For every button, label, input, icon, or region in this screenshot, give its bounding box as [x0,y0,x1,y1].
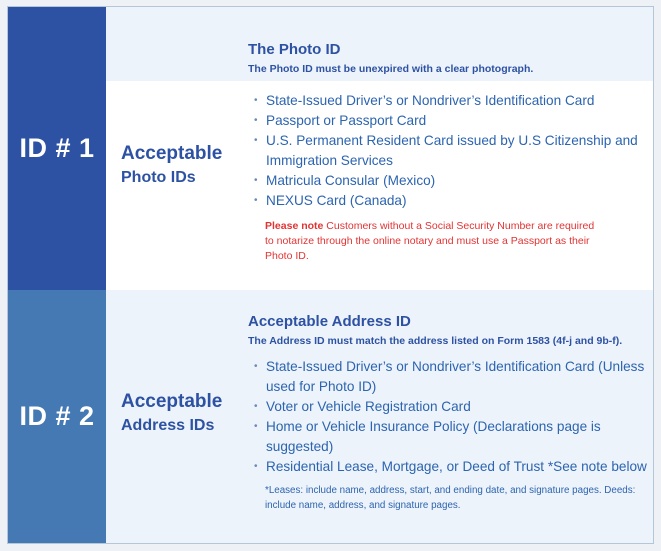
id2-badge: ID # 2 [8,290,106,543]
id2-category-line2: Address IDs [121,416,215,434]
id1-category-line1: Acceptable [121,143,223,164]
id1-category-line2: Photo IDs [121,168,196,186]
id1-note-text: Customers without a Social Security Number are required to notarize through the online notary and must use a Passport as their Photo ID. [265,220,595,262]
id2-header [248,313,622,347]
list-item: • State-Issued Driver’s or Nondriver’s Identification Card [254,91,654,111]
id1-badge: ID # 1 [8,7,106,290]
id1-category [121,143,222,187]
id2-subtitle: The Address ID must match the address listed on Form 1583 (4f-j and 9b-f). [248,335,623,347]
id1-title: The Photo ID [248,41,341,58]
list-item: • Residential Lease, Mortgage, or Deed of Trust *See note below [254,457,654,477]
id2-category-line1: Acceptable [121,391,223,412]
id1-note [265,219,595,264]
list-item: • Home or Vehicle Insurance Policy (Declarations page is suggested) [254,417,654,457]
id1-subtitle: The Photo ID must be unexpired with a clear photograph. [248,63,534,75]
list-item: • State-Issued Driver’s or Nondriver’s Identification Card (Unless used for Photo ID) [254,357,654,397]
list-item: • Matricula Consular (Mexico) [254,171,654,191]
list-item: • Passport or Passport Card [254,111,654,131]
id-requirements-table [7,6,654,544]
id2-item-list [254,357,654,477]
id1-note-label: Please note [265,220,324,232]
list-item: • NEXUS Card (Canada) [254,191,654,211]
id1-header [248,41,533,75]
id2-category [121,391,222,435]
id1-item-list [254,91,654,211]
id2-footnote: *Leases: include name, address, start, and ending date, and signature pages. Deeds: include name, address, and signature pages. [265,485,636,511]
list-item: • Voter or Vehicle Registration Card [254,397,654,417]
id2-title: Acceptable Address ID [248,313,411,330]
list-item: • U.S. Permanent Resident Card issued by U.S Citizenship and Immigration Services [254,131,654,171]
